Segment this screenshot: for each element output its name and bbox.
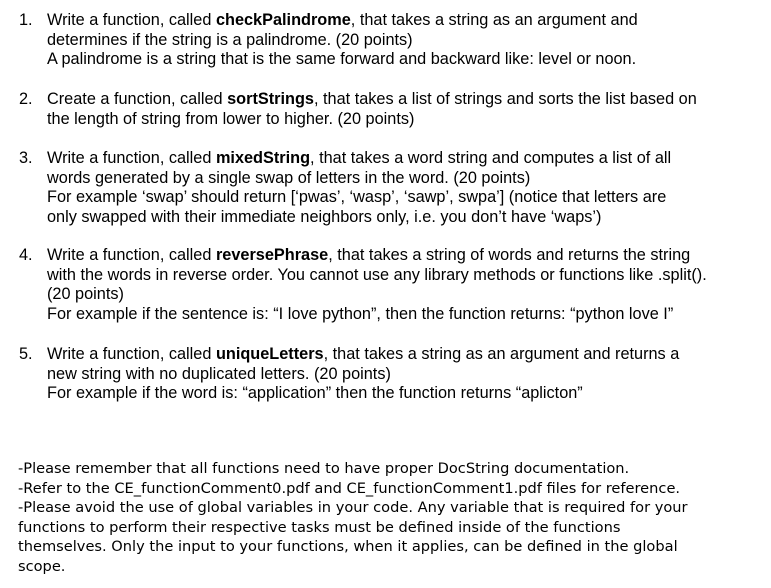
question-line: For example if the word is: “application” then the function returns “aplicton” [47,384,583,402]
question-first-line [47,345,764,365]
note-line: themselves. Only the input to your functions, when it applies, can be defined in the global [18,538,678,556]
question-number: 3. [19,149,33,167]
question-text: , that takes a list of strings and sorts the list based on [313,90,697,108]
question-number: 1. [19,11,33,29]
function-name: uniqueLetters [215,345,324,363]
question-first-line [47,246,764,266]
question-text: Write a function, called [47,345,216,363]
question-line: A palindrome is a string that is the same forward and backward like: level or noon. [47,50,637,68]
question-4 [19,246,764,324]
question-number: 4. [19,246,33,264]
question-text: , that takes a word string and computes a list of all [310,149,672,167]
question-first-line [47,90,764,110]
question-5 [19,345,764,404]
note-line: -Please avoid the use of global variables in your code. Any variable that is required for your [18,499,688,517]
note-line: -Refer to the CE_functionComment0.pdf and CE_functionComment1.pdf files for reference. [18,479,681,497]
question-text: Write a function, called [47,11,216,29]
instructions-notes [18,459,763,577]
question-line: For example ‘swap’ should return [‘pwas’, ‘wasp’, ‘sawp’, swpa’] (notice that letters are [47,188,667,206]
question-body [47,149,764,227]
question-body [47,90,764,129]
question-text: , that takes a string as an argument and [350,11,638,29]
question-line: with the words in reverse order. You cannot use any library methods or functions like .split(). [47,265,707,284]
function-name: sortStrings [227,90,314,108]
question-1 [19,11,764,70]
question-first-line [47,11,764,31]
question-body [47,246,764,324]
function-name: checkPalindrome [215,11,351,29]
note-line: -Please remember that all functions need to have proper DocString documentation. [18,460,630,477]
question-first-line [47,149,764,169]
question-line: new string with no duplicated letters. (20 points) [47,364,391,383]
question-3 [19,149,764,227]
question-line: For example if the sentence is: “I love python”, then the function returns: “python love I” [47,304,674,323]
question-line: only swapped with their immediate neighbors only, i.e. you don’t have ‘waps’) [47,207,602,226]
question-text: Write a function, called [47,149,216,167]
question-body [47,345,764,404]
function-name: mixedString [215,149,311,167]
question-body [47,11,764,70]
note-line: functions to perform their respective tasks must be defined inside of the functions [18,518,621,536]
question-line: the length of string from lower to higher. (20 points) [47,109,415,128]
function-name: reversePhrase [215,246,329,264]
question-text: , that takes a string of words and returns the string [328,246,691,264]
note-line: scope. [18,557,66,575]
question-text: , that takes a string as an argument and returns a [323,345,680,363]
question-text: Create a function, called [47,90,228,108]
question-line: determines if the string is a palindrome. (20 points) [47,30,413,49]
question-line: words generated by a single swap of letters in the word. (20 points) [47,168,531,187]
question-text: Write a function, called [47,246,216,264]
question-number: 5. [19,345,33,363]
question-line: (20 points) [47,285,124,303]
question-2 [19,90,764,129]
question-number: 2. [19,90,33,108]
